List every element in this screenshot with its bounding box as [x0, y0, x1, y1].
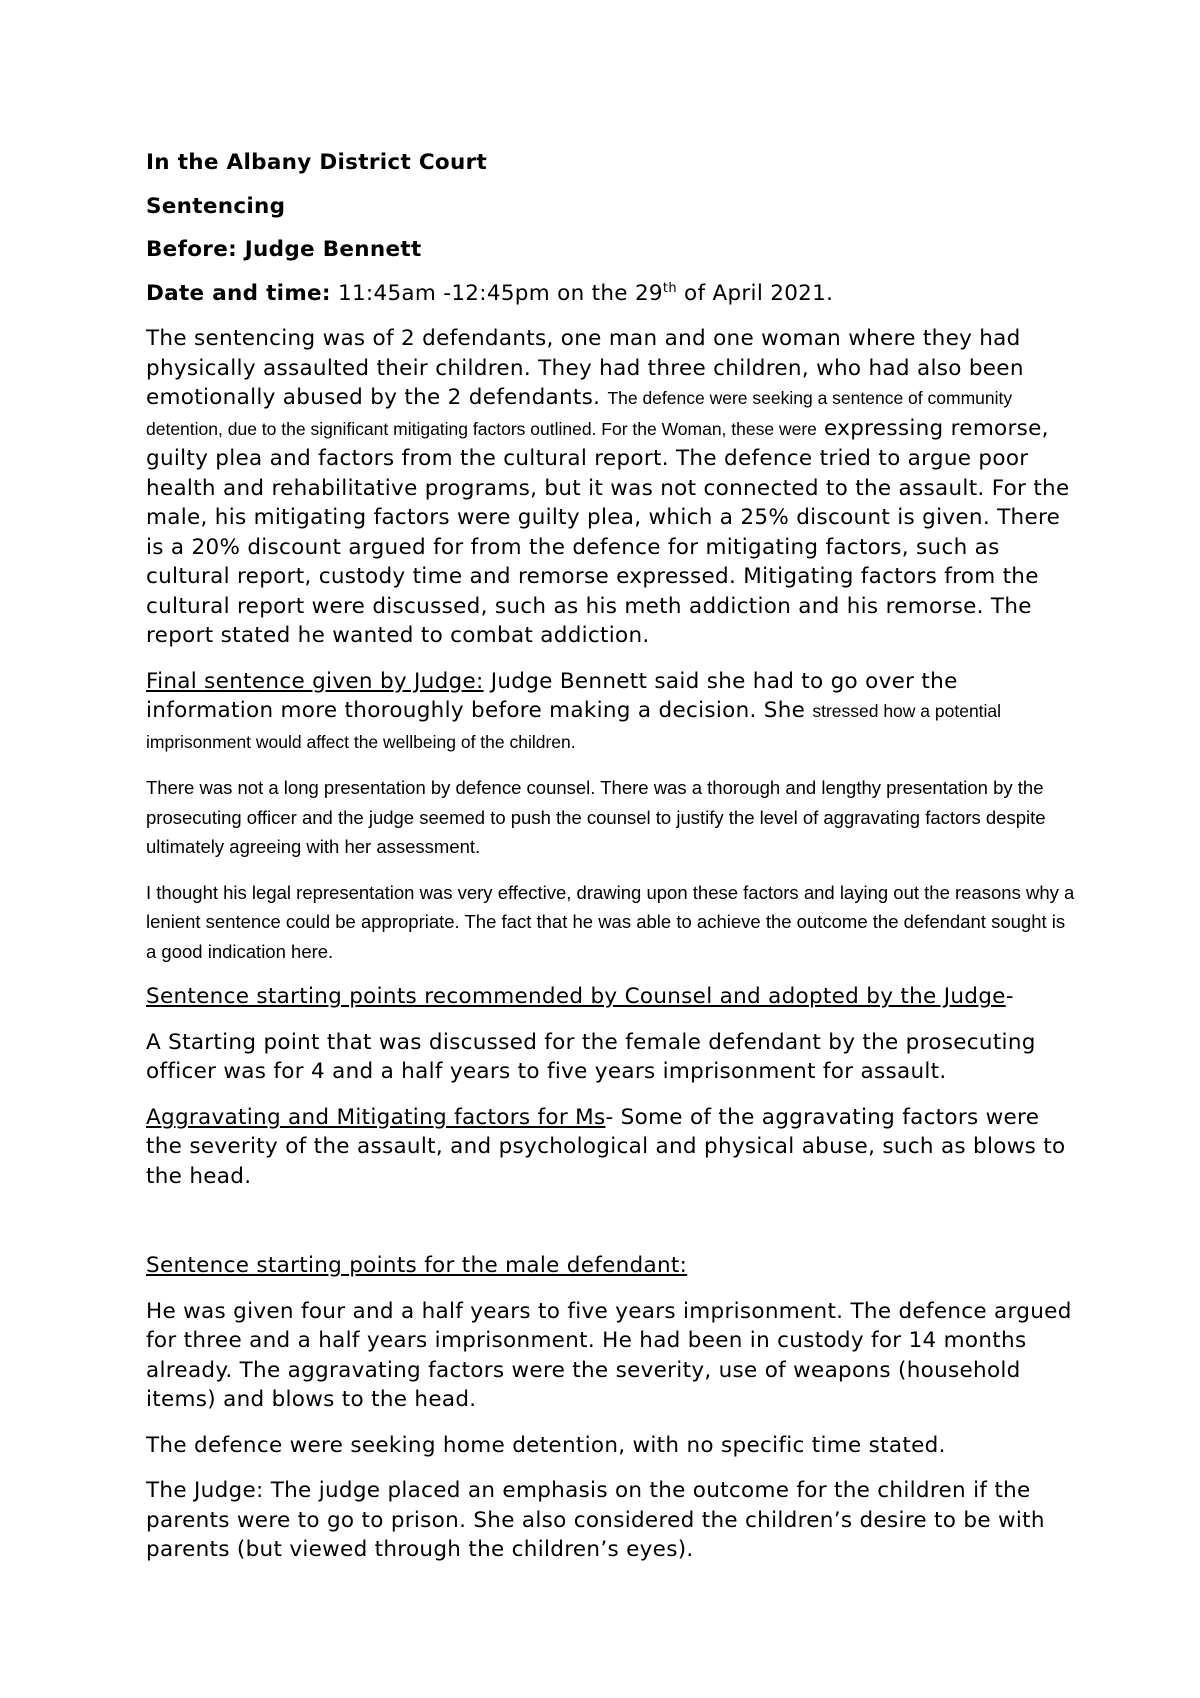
- paragraph-sentencing: [146, 324, 1076, 651]
- final-text-a: Judge Bennett said she had to go over the information more thoroughly before making a decision. She: [146, 668, 958, 723]
- date-sup: th: [662, 280, 677, 296]
- para1-c: expressing remorse, guilty plea and factors from the cultural report. The defence tried to argue poor health and rehabilitative programs, but it was not connected to the assault. For the male, his mitigating factors were guilty plea, which a 25% discount is given. There is a 20% discount argued for from the defence for mitigating factors, such as cultural report, custody time and remorse expressed. Mitigating factors from the cultural report were discussed, such as his meth addiction and his remorse. The report stated he wanted to combat addiction.: [146, 415, 1070, 648]
- aggr-text: - Some of the aggravating factors were the severity of the assault, and psychological and physical abuse, such as blows to the head.: [146, 1104, 1066, 1189]
- spacer: [146, 1207, 1076, 1251]
- paragraph-start-female: A Starting point that was discussed for the female defendant by the prosecuting officer was for 4 and a half years to five years imprisonment for assault.: [146, 1029, 1036, 1084]
- paragraph-male: He was given four and a half years to five years imprisonment. The defence argued for three and a half years imprisonment. He had been in custody for 14 months already. The aggravating factors were the severity, use of weapons (household items) and blows to the head.: [146, 1298, 1072, 1412]
- date-value-pre: 11:45am -12:45pm on the 29: [330, 280, 663, 306]
- start-points-label: Sentence starting points recommended by Counsel and adopted by the Judge: [146, 984, 1006, 1009]
- final-label: Final sentence given by Judge:: [146, 668, 484, 694]
- para1-a: The sentencing was of 2 defendants, one man and one woman where they had physically assaulted their children. They had three children, who had also been emotionally abused by the 2 defendants.: [146, 326, 1024, 410]
- start-points-heading: [146, 982, 1076, 1012]
- male-heading: [146, 1251, 1076, 1281]
- date-value-post: of April 2021.: [676, 280, 834, 306]
- final-text-b: stressed how a potential imprisonment would affect the wellbeing of the children.: [146, 701, 1002, 752]
- document-body: [146, 148, 1076, 1581]
- paragraph-defence: There was not a long presentation by defence counsel. There was a thorough and lengthy presentation by the prosecuting officer and the judge seemed to push the counsel to justify the level of aggravating factors despite ultimately agreeing with her assessment.: [146, 777, 1046, 857]
- male-label: Sentence starting points for the male defendant:: [146, 1253, 688, 1278]
- paragraph-home-detention: The defence were seeking home detention, with no specific time stated.: [146, 1432, 946, 1458]
- aggr-label: Aggravating and Mitigating factors for Ms: [146, 1104, 606, 1130]
- paragraph-opinion: I thought his legal representation was very effective, drawing upon these factors and laying out the reasons why a lenient sentence could be appropriate. The fact that he was able to achieve the outcome the defendant sought is a good indication here.: [146, 881, 1075, 962]
- date-line: [146, 279, 1076, 309]
- para1-b: The defence were seeking a sentence of community detention, due to the significant mitigating factors outlined. For the Woman, these were: [146, 388, 1013, 439]
- paragraph-final-sentence: [146, 667, 1076, 758]
- heading-court: In the Albany District Court: [146, 150, 488, 175]
- start-points-dash: -: [1005, 984, 1014, 1009]
- heading-sentencing: Sentencing: [146, 193, 286, 219]
- date-label: Date and time:: [146, 280, 331, 306]
- heading-before: Before: Judge Bennett: [146, 237, 422, 262]
- paragraph-judge: The Judge: The judge placed an emphasis on the outcome for the children if the parents were to go to prison. She also considered the children’s desire to be with parents (but viewed through the children’s eyes).: [146, 1478, 1045, 1562]
- paragraph-aggravating: [146, 1103, 1076, 1192]
